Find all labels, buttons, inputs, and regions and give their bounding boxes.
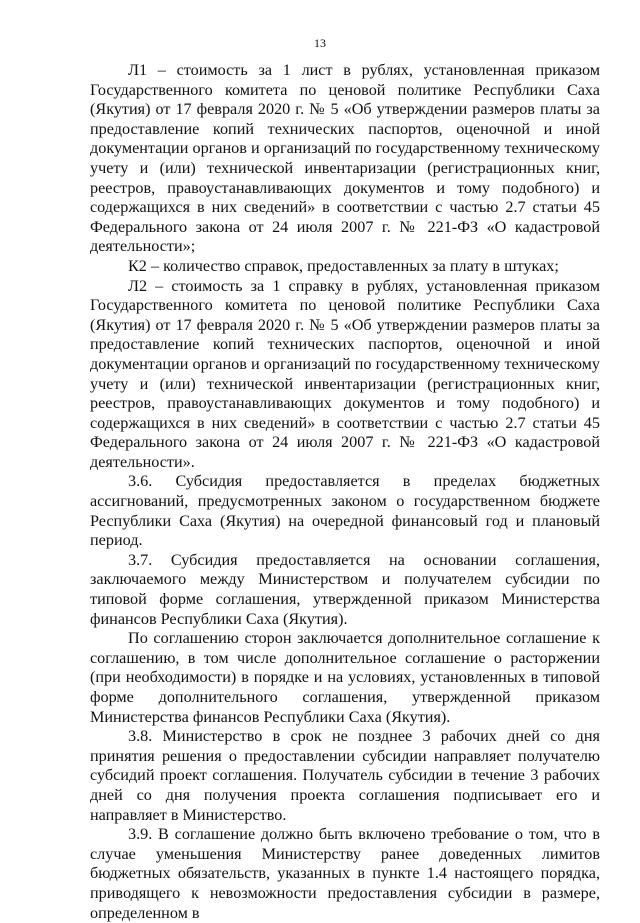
page-number: 13 — [314, 36, 326, 50]
paragraph-3-7: 3.7. Субсидия предоставляется на основании соглашения, заключаемого между Министерством и получателем субсидии по типовой форме соглашения, утвержденной приказом Министерства финансов Республики Саха (Якутия). — [90, 550, 600, 628]
paragraph-l1-definition: Л1 – стоимость за 1 лист в рублях, установленная приказом Государственного комитета по ценовой политике Республики Саха (Якутия) от 17 февраля 2020 г. № 5 «Об утверждении размеров платы за предоставление копий технических паспортов, оценочной и иной документации органов и организаций по государственному техническому учету и (или) технической инвентаризации (регистрационных книг, реестров, правоустанавливающих документов и тому подобного) и содержащихся в них сведений» в соответствии с частью 2.7 статьи 45 Федерального закона от 24 июля 2007 г. № 221-ФЗ «О кадастровой деятельности»; — [90, 61, 600, 256]
paragraph-3-8: 3.8. Министерство в срок не позднее 3 рабочих дней со дня принятия решения о предоставлении субсидии направляет получателю субсидий проект соглашения. Получатель субсидии в течение 3 рабочих дней со дня получения проекта соглашения подписывает его и направляет в Министерство. — [90, 727, 600, 824]
paragraph-3-9: 3.9. В соглашение должно быть включено требование о том, что в случае уменьшения Министерству ранее доведенных лимитов бюджетных обязательств, указанных в пункте 1.4 настоящего порядка, приводящего к невозможности предоставления субсидии в размере, определенном в — [90, 825, 600, 922]
paragraph-additional-agreement: По соглашению сторон заключается дополнительное соглашение к соглашению, в том числе дополнительное соглашение о расторжении (при необходимости) в порядке и на условиях, установленных в типовой форме дополнительного соглашения, утвержденной приказом Министерства финансов Республики Саха (Якутия). — [90, 629, 600, 726]
document-body — [90, 61, 600, 923]
paragraph-l2-definition: Л2 – стоимость за 1 справку в рублях, установленная приказом Государственного комитета по ценовой политике Республики Саха (Якутия) от 17 февраля 2020 г. № 5 «Об утверждении размеров платы за предоставление копий технических паспортов, оценочной и иной документации органов и организаций по государственному техническому учету и (или) технической инвентаризации (регистрационных книг, реестров, правоустанавливающих документов и тому подобного) и содержащихся в них сведений» в соответствии с частью 2.7 статьи 45 Федерального закона от 24 июля 2007 г. № 221-ФЗ «О кадастровой деятельности». — [90, 276, 600, 471]
paragraph-k2-definition: К2 – количество справок, предоставленных за плату в штуках; — [128, 256, 559, 275]
paragraph-3-6: 3.6. Субсидия предоставляется в пределах бюджетных ассигнований, предусмотренных законом о государственном бюджете Республики Саха (Якутия) на очередной финансовый год и плановый период. — [90, 472, 600, 550]
